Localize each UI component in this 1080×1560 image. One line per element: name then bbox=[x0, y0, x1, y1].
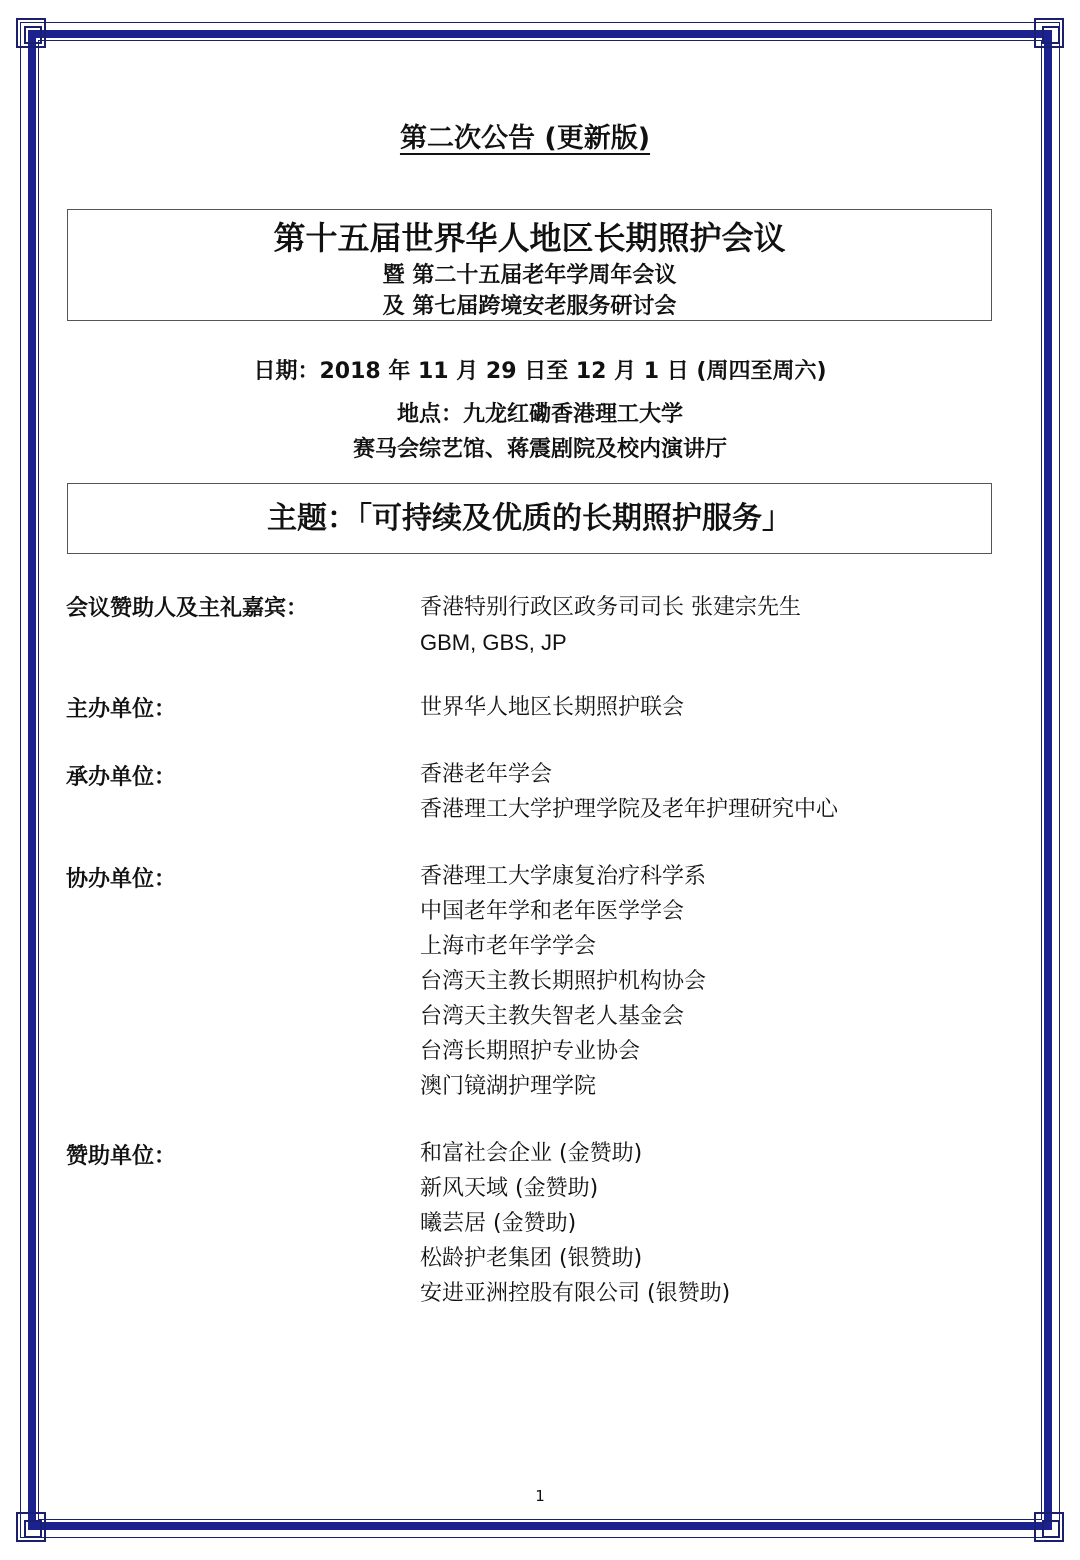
patron-values bbox=[420, 590, 801, 660]
conference-date: 日期：2018 年 11 月 29 日至 12 月 1 日 (周四至周六) bbox=[253, 359, 827, 384]
co-organizer-item: 台湾长期照护专业协会 bbox=[420, 1039, 641, 1064]
host-values bbox=[420, 757, 838, 827]
host-label: 承办单位： bbox=[66, 765, 177, 790]
corner-ornament-bottom-right bbox=[1034, 1512, 1064, 1542]
co-organizer-item: 台湾天主教失智老人基金会 bbox=[420, 1004, 685, 1029]
conference-title: 第十五届世界华人地区长期照护会议 bbox=[273, 219, 786, 257]
co-organizers-label: 协办单位： bbox=[66, 867, 177, 892]
conference-title-box bbox=[67, 209, 992, 321]
sponsors-label: 赞助单位： bbox=[66, 1144, 177, 1169]
sponsor-item: 安进亚洲控股有限公司 (银赞助) bbox=[420, 1281, 731, 1306]
co-organizer-item: 香港理工大学康复治疗科学系 bbox=[420, 864, 707, 889]
host-item: 香港老年学会 bbox=[420, 762, 553, 787]
sponsor-item: 松龄护老集团 (银赞助) bbox=[420, 1246, 643, 1271]
co-organizers-values bbox=[420, 859, 706, 1104]
conference-venue: 地点：九龙红磡香港理工大学 bbox=[396, 402, 683, 427]
conference-theme: 主题：「可持续及优质的长期照护服务」 bbox=[67, 483, 992, 554]
corner-ornament-bottom-left bbox=[16, 1512, 46, 1542]
sponsor-item: 曦芸居 (金赞助) bbox=[420, 1211, 577, 1236]
patron-honours: GBM, GBS, JP bbox=[420, 630, 567, 655]
corner-ornament-top-left bbox=[16, 18, 46, 48]
co-organizer-item: 台湾天主教长期照护机构协会 bbox=[420, 969, 707, 994]
sponsor-item: 新风天域 (金赞助) bbox=[420, 1176, 599, 1201]
sponsor-item: 和富社会企业 (金赞助) bbox=[420, 1141, 643, 1166]
page-number: 1 bbox=[535, 1487, 545, 1505]
organizer-label: 主办单位： bbox=[66, 697, 177, 722]
co-organizer-item: 上海市老年学学会 bbox=[420, 934, 597, 959]
co-organizer-item: 中国老年学和老年医学学会 bbox=[420, 899, 685, 924]
host-item: 香港理工大学护理学院及老年护理研究中心 bbox=[420, 797, 839, 822]
patron-label: 会议赞助人及主礼嘉宾： bbox=[66, 596, 309, 621]
corner-ornament-top-right bbox=[1034, 18, 1064, 48]
conference-venue-halls: 赛马会综艺馆、蒋震剧院及校内演讲厅 bbox=[352, 437, 727, 462]
patron-name: 香港特别行政区政务司司长 张建宗先生 bbox=[420, 595, 801, 620]
conference-subtitle-2: 及 第七届跨境安老服务研讨会 bbox=[382, 294, 677, 319]
organizer-name: 世界华人地区长期照护联会 bbox=[420, 695, 685, 720]
announcement-heading: 第二次公告 (更新版) bbox=[399, 123, 651, 154]
co-organizer-item: 澳门镜湖护理学院 bbox=[420, 1074, 597, 1099]
organizer-values bbox=[420, 690, 684, 725]
conference-subtitle-1: 暨 第二十五届老年学周年会议 bbox=[382, 263, 677, 288]
sponsors-values bbox=[420, 1136, 730, 1311]
